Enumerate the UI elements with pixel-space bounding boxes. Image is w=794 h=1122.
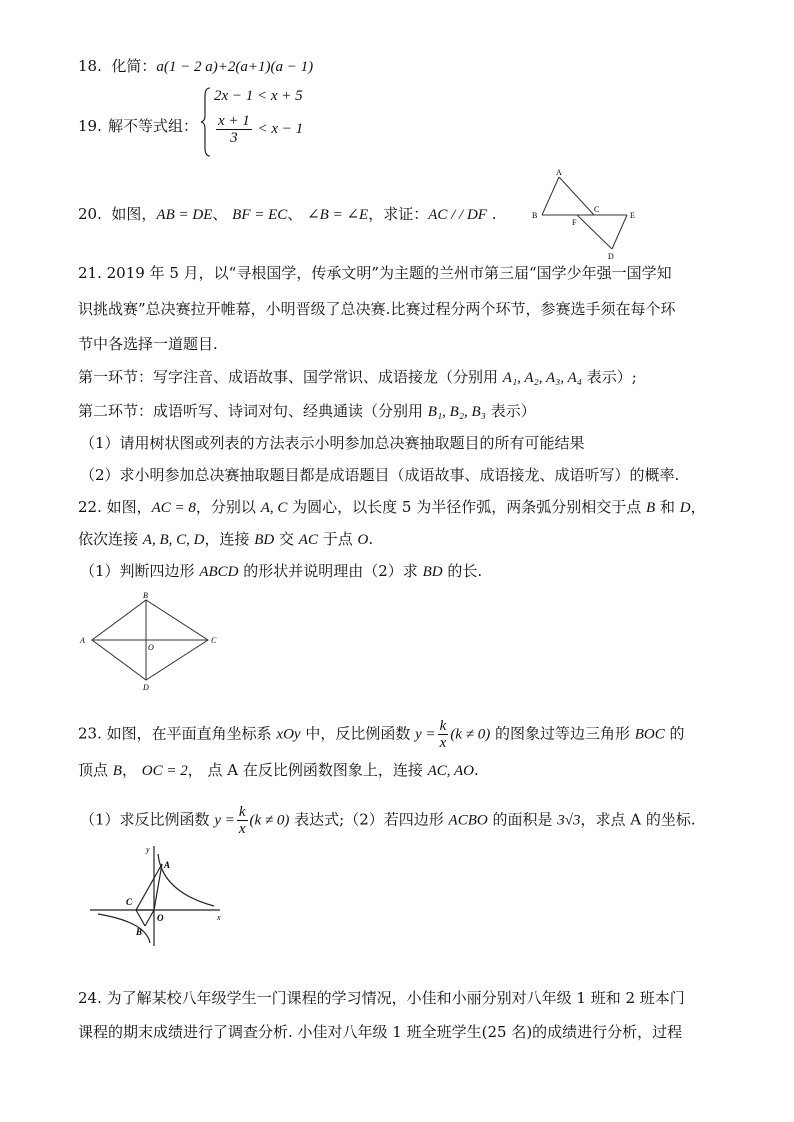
q23-condition: (k ≠ 0) bbox=[450, 726, 491, 743]
q23-y-eq: y = bbox=[415, 726, 436, 743]
q23-xOy: xOy bbox=[276, 726, 301, 743]
q22-points: A, B, C, D bbox=[142, 532, 205, 548]
fig22-label-D: D bbox=[143, 683, 149, 692]
q23-frac-k: k bbox=[439, 718, 447, 734]
q20-condition-3: ∠B = ∠E bbox=[307, 207, 369, 223]
q23-frac-x: x bbox=[439, 735, 447, 751]
q20-number: 20. bbox=[78, 205, 102, 223]
q20-text-a: 如图， bbox=[111, 205, 157, 223]
q21-vars-B: B₁, B₂, B₃ bbox=[427, 404, 486, 420]
q22-BD-2: BD bbox=[422, 564, 443, 580]
fig20-label-D: D bbox=[608, 252, 614, 261]
q19-fraction-denominator: 3 bbox=[230, 130, 238, 146]
figure-22 bbox=[76, 590, 226, 694]
q23-ACAO: AC, AO bbox=[427, 763, 475, 779]
q22-t12: 的形状并说明理由（2）求 bbox=[238, 562, 423, 580]
q23-line-1 bbox=[78, 718, 685, 751]
q22-t4: 和 bbox=[655, 498, 680, 516]
q22-t6: 依次连接 bbox=[78, 530, 143, 548]
q23-fraction-2 bbox=[237, 804, 248, 837]
q22-t5: ， bbox=[690, 498, 706, 516]
q21-line-5 bbox=[78, 401, 536, 422]
q19-fraction bbox=[216, 113, 252, 146]
q23-t1: 23. 如图，在平面直角坐标系 bbox=[78, 724, 277, 743]
q23-line-2 bbox=[78, 760, 479, 781]
q23-t3: 的图象过等边三角形 bbox=[490, 724, 635, 743]
q23-t5: 顶点 bbox=[78, 761, 113, 779]
q23-t4: 的 bbox=[664, 724, 685, 743]
q24-line-1: 24. 为了解某校八年级学生一门课程的学习情况，小佳和小丽分别对八年级 1 班和 2 班本门 bbox=[78, 989, 685, 1007]
q20-condition-2: BF = EC bbox=[232, 207, 288, 223]
q23-B: B bbox=[112, 763, 122, 779]
q22-t2: ，分别以 bbox=[195, 498, 261, 516]
q22-AC-value: AC = 8 bbox=[151, 500, 196, 516]
q21-line-7: （2）求小明参加总决赛抽取题目都是成语题目（成语故事、成语接龙、成语听写）的概率. bbox=[80, 466, 680, 484]
fig23-axis-x: x bbox=[217, 913, 221, 922]
question-18 bbox=[78, 56, 313, 77]
q22-t9: 于点 bbox=[317, 530, 358, 548]
q23-condition-2: (k ≠ 0) bbox=[249, 812, 290, 829]
q22-ABCD: ABCD bbox=[199, 564, 239, 580]
q22-t13: 的长. bbox=[442, 562, 483, 580]
q23-t11: 的面积是 bbox=[487, 810, 558, 829]
q20-sep-1: 、 bbox=[212, 205, 228, 223]
q23-line-3 bbox=[80, 804, 696, 837]
question-20 bbox=[78, 204, 497, 225]
q20-condition-1: AB = DE bbox=[156, 207, 213, 223]
q21-line-3: 节中各选择一道题目. bbox=[78, 335, 218, 353]
fig20-label-A: A bbox=[556, 168, 562, 177]
q19-number: 19. bbox=[78, 117, 102, 135]
q22-t7: ，连接 bbox=[204, 530, 255, 548]
q18-label: 化简： bbox=[111, 57, 157, 75]
fig22-label-B: B bbox=[143, 591, 148, 600]
fig23-label-O: O bbox=[157, 913, 164, 923]
fig20-label-C: C bbox=[594, 205, 600, 214]
q21-line-4-end: 表示）; bbox=[581, 368, 637, 386]
q20-end: . bbox=[491, 205, 497, 223]
q21-vars-A: A₁, A₂, A₃, A₄ bbox=[502, 370, 582, 386]
q23-OC: OC = 2 bbox=[141, 763, 188, 779]
fig22-label-O: O bbox=[148, 643, 154, 652]
q24-line-2: 课程的期末成绩进行了调查分析. 小佳对八年级 1 班全班学生(25 名)的成绩进行分析，过程 bbox=[78, 1023, 683, 1041]
q23-ACBO: ACBO bbox=[448, 812, 488, 829]
fig23-label-B: B bbox=[136, 927, 143, 937]
q22-t10: . bbox=[368, 530, 374, 548]
q22-t8: 交 bbox=[274, 530, 299, 548]
q22-t11: （1）判断四边形 bbox=[80, 562, 200, 580]
fig23-label-A: A bbox=[164, 860, 171, 870]
q21-line-4 bbox=[78, 367, 637, 388]
q22-BD: BD bbox=[254, 532, 275, 548]
q22-t3: 为圆心，以长度 5 为半径作弧，两条弧分别相交于点 bbox=[287, 498, 646, 516]
q22-line-3 bbox=[80, 561, 482, 582]
q21-line-6: （1）请用树状图或列表的方法表示小明参加总决赛抽取题目的所有可能结果 bbox=[80, 434, 585, 452]
q22-line-2 bbox=[78, 529, 373, 550]
fig20-label-E: E bbox=[630, 211, 635, 220]
q23-t9: （1）求反比例函数 bbox=[80, 810, 215, 829]
q20-goal: AC / / DF bbox=[428, 207, 487, 223]
fig22-label-C: C bbox=[211, 636, 217, 645]
q23-frac2-x: x bbox=[238, 821, 246, 837]
q23-t10: 表达式;（2）若四边形 bbox=[289, 810, 449, 829]
q21-line-5-text: 第二环节：成语听写、诗词对句、经典通读（分别用 bbox=[78, 402, 428, 420]
q23-t12: ，求点 A 的坐标. bbox=[580, 810, 696, 829]
q19-inequality-1: 2x − 1 < x + 5 bbox=[214, 88, 303, 104]
figure-20 bbox=[528, 168, 640, 264]
q23-t8: . bbox=[474, 761, 479, 779]
q22-point-O: O bbox=[357, 532, 369, 548]
q19-inequality-2 bbox=[214, 113, 303, 146]
q21-line-1: 21. 2019 年 5 月，以“寻根国学，传承文明”为主题的兰州市第三届“国学少年强一国学知 bbox=[78, 264, 672, 282]
q22-point-B: B bbox=[646, 500, 656, 516]
q21-line-5-end: 表示） bbox=[485, 402, 536, 420]
q19-brace bbox=[200, 86, 212, 158]
fig23-axis-y: y bbox=[146, 845, 150, 854]
q18-expression: a(1 − 2 a)+2(a+1)(a − 1) bbox=[156, 59, 314, 75]
q23-y-eq-2: y = bbox=[214, 812, 235, 829]
q23-BOC: BOC bbox=[634, 726, 665, 743]
fig22-label-A: A bbox=[80, 636, 85, 645]
q23-t7: ， 点 A 在反比例函数图象上，连接 bbox=[187, 761, 428, 779]
q23-frac2-k: k bbox=[238, 804, 246, 820]
figure-23 bbox=[86, 842, 226, 950]
q22-t1: 22. 如图， bbox=[78, 498, 152, 516]
q23-t2: 中，反比例函数 bbox=[300, 724, 416, 743]
fig20-label-F: F bbox=[572, 218, 577, 227]
q21-line-2: 识挑战赛”总决赛拉开帷幕，小明晋级了总决赛.比赛过程分两个环节，参赛选手须在每个环 bbox=[78, 300, 676, 318]
q23-fraction bbox=[438, 718, 449, 751]
q20-text-b: ，求证： bbox=[368, 205, 429, 223]
fig23-label-C: C bbox=[126, 897, 133, 907]
fig20-label-B: B bbox=[532, 211, 538, 220]
q22-AC: AC bbox=[298, 532, 318, 548]
q22-line-1 bbox=[78, 497, 706, 518]
q22-point-D: D bbox=[679, 500, 691, 516]
q22-centers: A, C bbox=[260, 500, 288, 516]
q18-number: 18. bbox=[78, 57, 102, 75]
q23-area: 3√3 bbox=[557, 812, 581, 829]
q19-label: 解不等式组： bbox=[108, 117, 199, 135]
q21-line-4-text: 第一环节：写字注音、成语故事、国学常识、成语接龙（分别用 bbox=[78, 368, 503, 386]
q20-sep-2: 、 bbox=[287, 205, 303, 223]
q23-t6: ， bbox=[121, 761, 142, 779]
q19-inequality-2-rest: < x − 1 bbox=[257, 120, 304, 137]
q19-fraction-numerator: x + 1 bbox=[218, 113, 250, 129]
